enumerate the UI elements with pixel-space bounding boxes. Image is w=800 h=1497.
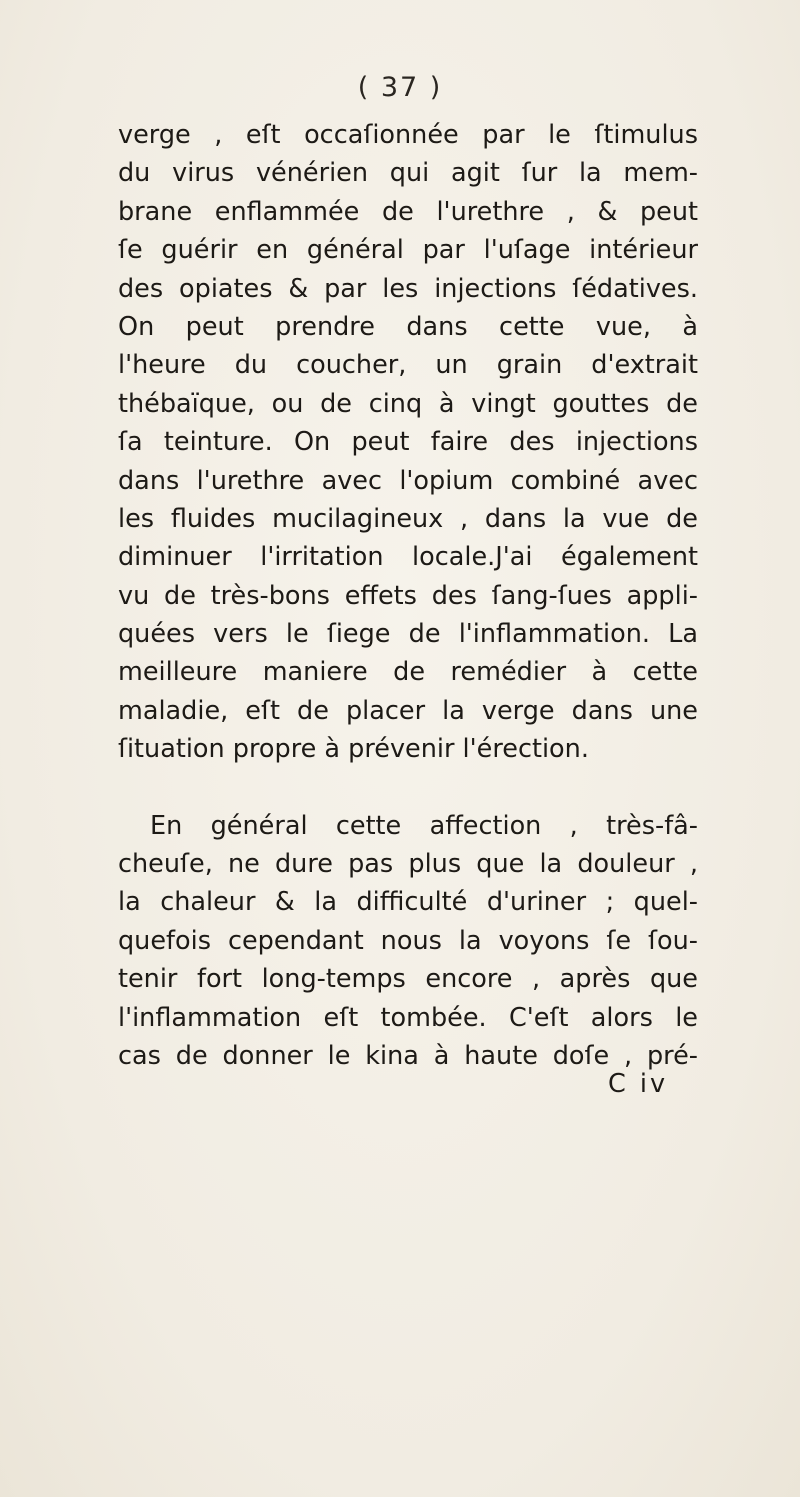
text-line: thébaïque, ou de cinq à vingt gouttes de bbox=[118, 388, 698, 419]
text-line: verge , eſt occaſionnée par le ſtimulus bbox=[118, 120, 698, 150]
text-line: brane enflammée de l'urethre , & peut bbox=[118, 196, 698, 227]
text-line: quefois cependant nous la voyons ſe ſou- bbox=[118, 925, 698, 956]
text-line: l'heure du coucher, un grain d'extrait bbox=[118, 350, 698, 381]
text-line: ſe guérir en général par l'uſage intérieur bbox=[118, 235, 698, 266]
text-line: cheuſe, ne dure pas plus que la douleur , bbox=[118, 849, 698, 880]
signature-mark: C iv bbox=[608, 1069, 669, 1099]
text-line: du virus vénérien qui agit ſur la mem- bbox=[118, 158, 698, 189]
text-line: En général cette affection , très-fâ- bbox=[150, 810, 698, 841]
text-line: l'inflammation eſt tombée. C'eſt alors le bbox=[118, 1002, 698, 1033]
text-line: dans l'urethre avec l'opium combiné avec bbox=[118, 465, 698, 496]
page-number: ( 37 ) bbox=[357, 72, 443, 103]
text-line: des opiates & par les injections ſédatives. bbox=[118, 273, 698, 304]
text-line: la chaleur & la difficulté d'uriner ; quel- bbox=[118, 887, 698, 918]
text-line: vu de très-bons effets des ſang-ſues appli- bbox=[118, 580, 698, 611]
text-line: tenir fort long-temps encore , après que bbox=[118, 964, 698, 995]
text-line: maladie, eſt de placer la verge dans une bbox=[118, 695, 698, 726]
body-text bbox=[118, 116, 698, 1075]
text-line: quées vers le ſiege de l'inflammation. La bbox=[118, 619, 698, 650]
paragraph-break bbox=[118, 769, 698, 807]
text-line: les fluides mucilagineux , dans la vue de bbox=[118, 503, 698, 534]
text-line: diminuer l'irritation locale.J'ai également bbox=[118, 542, 698, 573]
text-line: On peut prendre dans cette vue, à bbox=[118, 311, 698, 342]
text-line: meilleure maniere de remédier à cette bbox=[118, 657, 698, 688]
text-line: ſa teinture. On peut faire des injections bbox=[118, 427, 698, 458]
text-line: cas de donner le kina à haute doſe , pré- bbox=[118, 1040, 698, 1071]
text-line: ſituation propre à prévenir l'érection. bbox=[118, 734, 589, 765]
